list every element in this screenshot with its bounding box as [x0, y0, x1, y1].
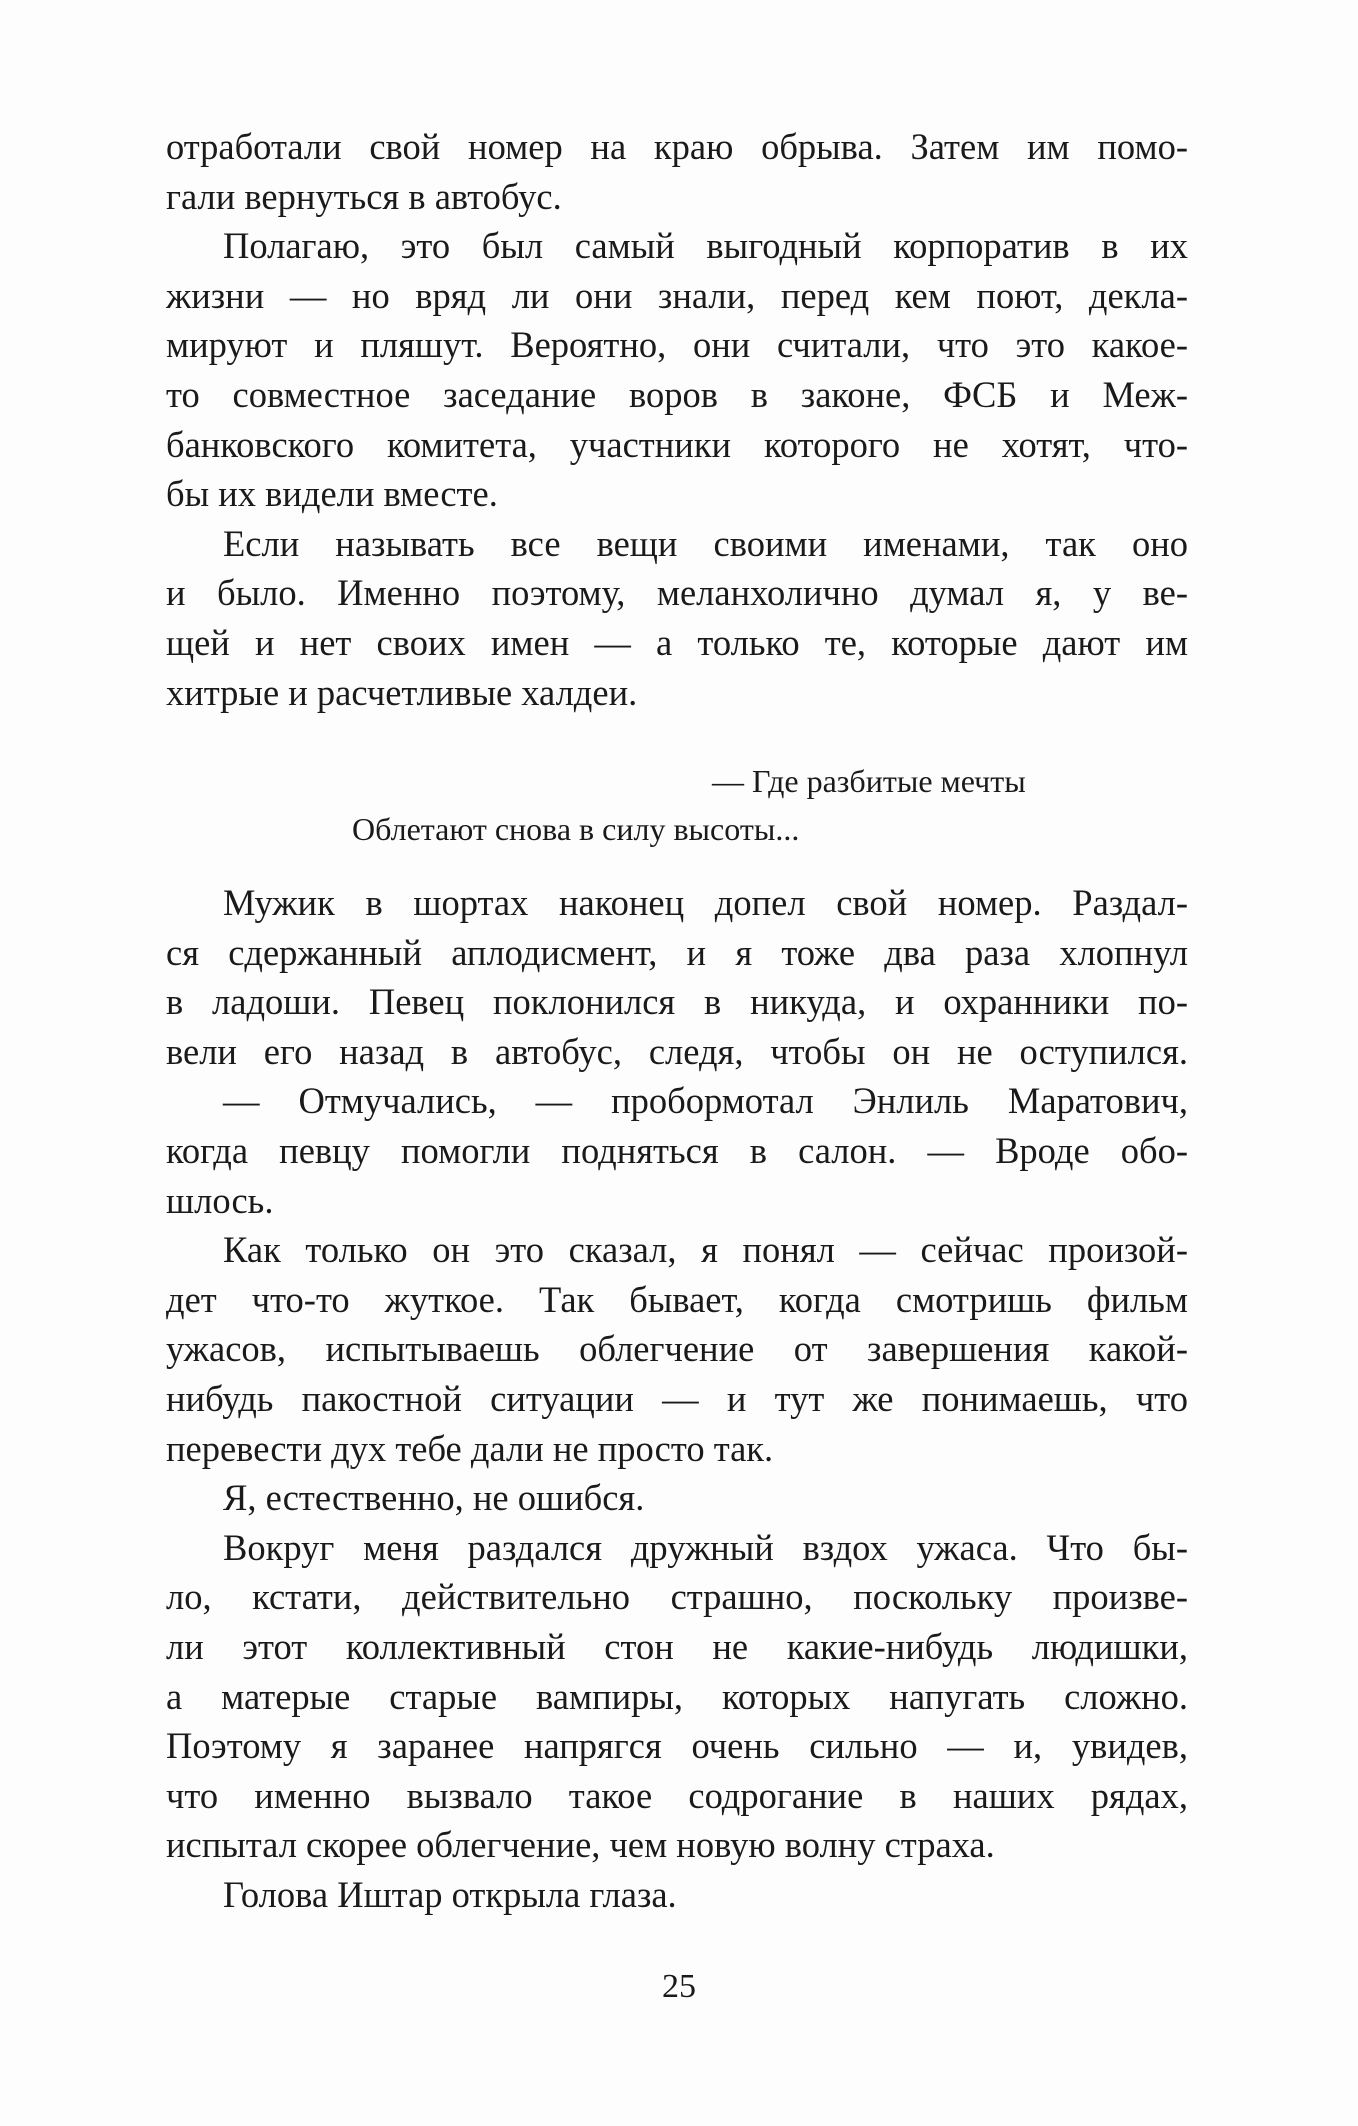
text-line: Поэтому я заранее напрягся очень сильно — и, увидев,: [166, 1725, 1188, 1767]
text-line: Если называть все вещи своими именами, так оно: [223, 522, 1188, 564]
text-line: щей и нет своих имен — а только те, которые дают им: [166, 621, 1188, 663]
text-line: гали вернуться в автобус.: [166, 175, 562, 217]
text-line: шлось.: [166, 1179, 274, 1221]
text-line: — Отмучались, — пробормотал Энлиль Маратович,: [223, 1080, 1188, 1122]
text-line: что именно вызвало такое содрогание в наших рядах,: [166, 1774, 1188, 1816]
page-number: 25: [662, 1968, 696, 2005]
text-line: ло, кстати, действительно страшно, поскольку произве-: [166, 1576, 1188, 1618]
text-line: когда певцу помогли подняться в салон. — Вроде обо-: [166, 1129, 1188, 1171]
text-line: Я, естественно, не ошибся.: [223, 1477, 645, 1519]
text-line: вели его назад в автобус, следя, чтобы он не оступился.: [166, 1030, 1188, 1072]
text-line: жизни — но вряд ли они знали, перед кем поют, декла-: [166, 274, 1188, 316]
text-line: перевести дух тебе дали не просто так.: [166, 1427, 774, 1469]
text-line: ли этот коллективный стон не какие-нибудь людишки,: [166, 1625, 1188, 1667]
text-line: Как только он это сказал, я понял — сейчас произой-: [223, 1229, 1188, 1271]
text-line: в ладоши. Певец поклонился в никуда, и охранники по-: [166, 981, 1188, 1023]
text-line: Вокруг меня раздался дружный вздох ужаса. Что бы-: [223, 1526, 1188, 1568]
text-line: ся сдержанный аплодисмент, и я тоже два раза хлопнул: [166, 931, 1188, 973]
text-line: дет что-то жуткое. Так бывает, когда смотришь фильм: [166, 1278, 1188, 1320]
poem-line-1: — Где разбитые мечты: [712, 763, 1026, 799]
text-line: а матерые старые вампиры, которых напугать сложно.: [166, 1675, 1188, 1717]
text-line: то совместное заседание воров в законе, ФСБ и Меж-: [166, 373, 1188, 415]
text-line: Мужик в шортах наконец допел свой номер. Раздал-: [223, 882, 1188, 923]
text-line: Голова Иштар открыла глаза.: [223, 1873, 677, 1915]
text-line: нибудь пакостной ситуации — и тут же понимаешь, что: [166, 1377, 1188, 1419]
text-line: хитрые и расчетливые халдеи.: [166, 671, 638, 713]
poem-line-2: Облетают снова в силу высоты...: [352, 811, 800, 847]
text-line: испытал скорее облегчение, чем новую волну страха.: [166, 1824, 995, 1866]
text-block-bottom: [166, 878, 1188, 1919]
text-line: и было. Именно поэтому, меланхолично думал я, у ве-: [166, 572, 1188, 614]
text-line: ужасов, испытываешь облегчение от завершения какой-: [166, 1328, 1188, 1370]
text-line: мируют и пляшут. Вероятно, они считали, что это какое-: [166, 324, 1188, 366]
text-line: отработали свой номер на краю обрыва. Затем им помо-: [166, 126, 1188, 167]
text-line: банковского комитета, участники которого не хотят, что-: [166, 423, 1188, 465]
text-block-top: [166, 122, 1188, 717]
text-line: бы их видели вместе.: [166, 473, 498, 515]
text-line: Полагаю, это был самый выгодный корпоратив в их: [223, 225, 1188, 267]
